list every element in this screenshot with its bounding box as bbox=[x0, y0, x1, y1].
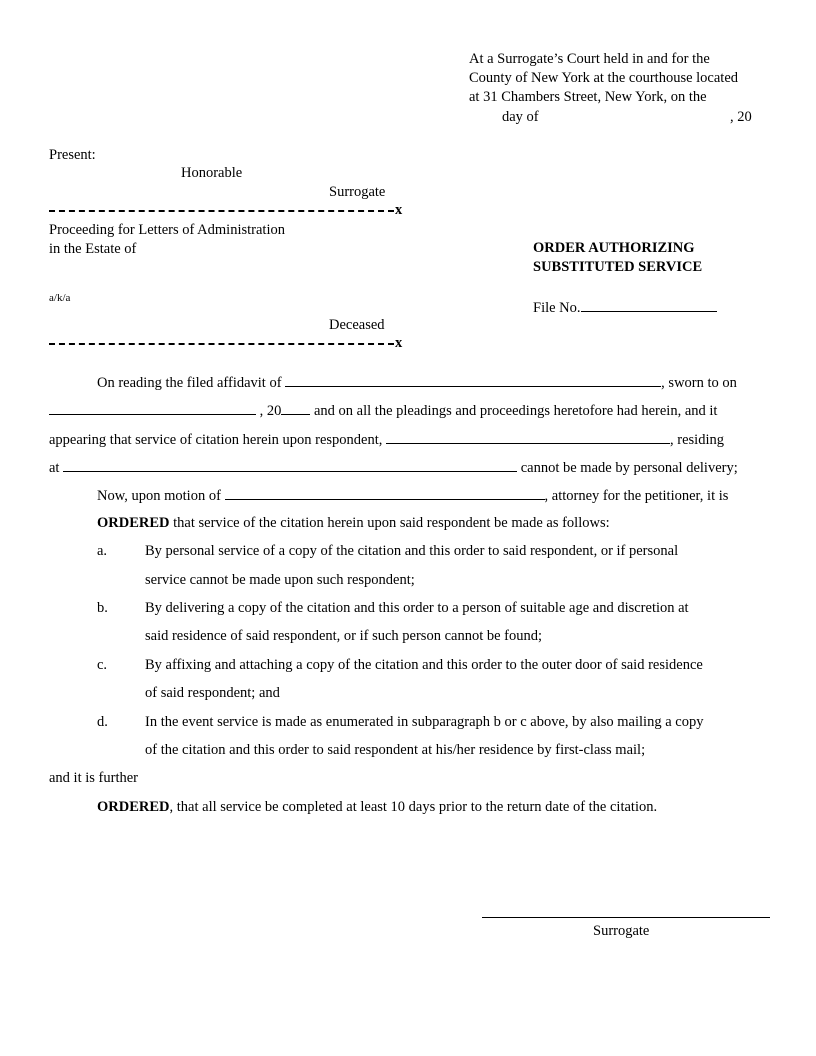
address-line bbox=[49, 457, 738, 478]
aka-label: a/k/a bbox=[49, 292, 71, 304]
ordered-line-2 bbox=[97, 798, 657, 817]
deceased-label: Deceased bbox=[329, 317, 385, 333]
caption-x-top: x bbox=[395, 202, 403, 218]
attorney-blank[interactable] bbox=[225, 485, 545, 500]
year-blank[interactable] bbox=[281, 400, 310, 415]
sworn-date-blank[interactable] bbox=[49, 400, 256, 415]
item-b-letter: b. bbox=[97, 600, 108, 616]
residing-text: , residing bbox=[670, 432, 724, 448]
court-header-year: , 20 bbox=[730, 109, 752, 125]
motion-text: Now, upon motion of bbox=[97, 488, 221, 504]
item-d-line1: In the event service is made as enumerated in subparagraph b or c above, by also mailing a copy bbox=[145, 714, 704, 730]
item-b-line2: said residence of said respondent, or if such person cannot be found; bbox=[145, 628, 543, 644]
order-title-line1: ORDER AUTHORIZING bbox=[533, 240, 695, 256]
ordered-text-2: , that all service be completed at least 10 days prior to the return date of the citation. bbox=[169, 799, 658, 815]
item-c-line2: of said respondent; and bbox=[145, 685, 280, 701]
court-header-day-of: day of bbox=[502, 109, 539, 125]
affidavit-line bbox=[97, 372, 737, 393]
court-header-line3: at 31 Chambers Street, New York, on the bbox=[469, 89, 707, 105]
item-a-line2: service cannot be made upon such respondent; bbox=[145, 572, 415, 588]
attorney-text: , attorney for the petitioner, it is bbox=[544, 488, 729, 504]
ordered-keyword-1: ORDERED bbox=[97, 515, 170, 531]
item-b-line1: By delivering a copy of the citation and this order to a person of suitable age and discretion at bbox=[145, 600, 689, 616]
ordered-line-1 bbox=[97, 514, 610, 533]
proceeding-label: Proceeding for Letters of Administration bbox=[49, 222, 285, 238]
court-header-line1: At a Surrogate’s Court held in and for the bbox=[469, 51, 710, 67]
respondent-line bbox=[49, 429, 724, 450]
year-prefix: , 20 bbox=[259, 403, 282, 419]
pleadings-text: and on all the pleadings and proceedings heretofore had herein, and it bbox=[314, 403, 718, 419]
motion-line bbox=[97, 485, 728, 506]
respondent-text: appearing that service of citation herein upon respondent, bbox=[49, 432, 383, 448]
ordered-text-1: that service of the citation herein upon said respondent be made as follows: bbox=[169, 515, 610, 531]
file-no-label: File No. bbox=[533, 300, 581, 316]
signature-line[interactable] bbox=[482, 917, 770, 918]
caption-divider-top bbox=[49, 210, 394, 212]
item-a-line1: By personal service of a copy of the citation and this order to said respondent, or if personal bbox=[145, 543, 679, 559]
respondent-name-blank[interactable] bbox=[386, 429, 670, 444]
cannot-deliver-text: cannot be made by personal delivery; bbox=[520, 460, 738, 476]
honorable-label: Honorable bbox=[181, 165, 243, 181]
file-no bbox=[533, 297, 717, 318]
further-text: and it is further bbox=[49, 770, 138, 786]
sworn-text: , sworn to on bbox=[661, 375, 737, 391]
order-title-line2: SUBSTITUTED SERVICE bbox=[533, 259, 703, 275]
file-no-blank[interactable] bbox=[581, 297, 717, 312]
item-c-letter: c. bbox=[97, 657, 108, 673]
item-a-letter: a. bbox=[97, 543, 108, 559]
caption-divider-bottom bbox=[49, 343, 394, 345]
date-line bbox=[49, 400, 717, 421]
item-c-line1: By affixing and attaching a copy of the citation and this order to the outer door of said residence bbox=[145, 657, 703, 673]
court-header-line2: County of New York at the courthouse located bbox=[469, 70, 739, 86]
item-d-line2: of the citation and this order to said respondent at his/her residence by first-class mail; bbox=[145, 742, 646, 758]
surrogate-label: Surrogate bbox=[329, 184, 386, 200]
caption-x-bottom: x bbox=[395, 335, 403, 351]
estate-of-label: in the Estate of bbox=[49, 241, 137, 257]
ordered-keyword-2: ORDERED bbox=[97, 799, 170, 815]
affidavit-text: On reading the filed affidavit of bbox=[97, 375, 282, 391]
address-blank[interactable] bbox=[63, 457, 517, 472]
present-label: Present: bbox=[49, 147, 96, 163]
affidavit-name-blank[interactable] bbox=[285, 372, 661, 387]
item-d-letter: d. bbox=[97, 714, 108, 730]
at-text: at bbox=[49, 460, 60, 476]
signature-label: Surrogate bbox=[593, 923, 650, 939]
